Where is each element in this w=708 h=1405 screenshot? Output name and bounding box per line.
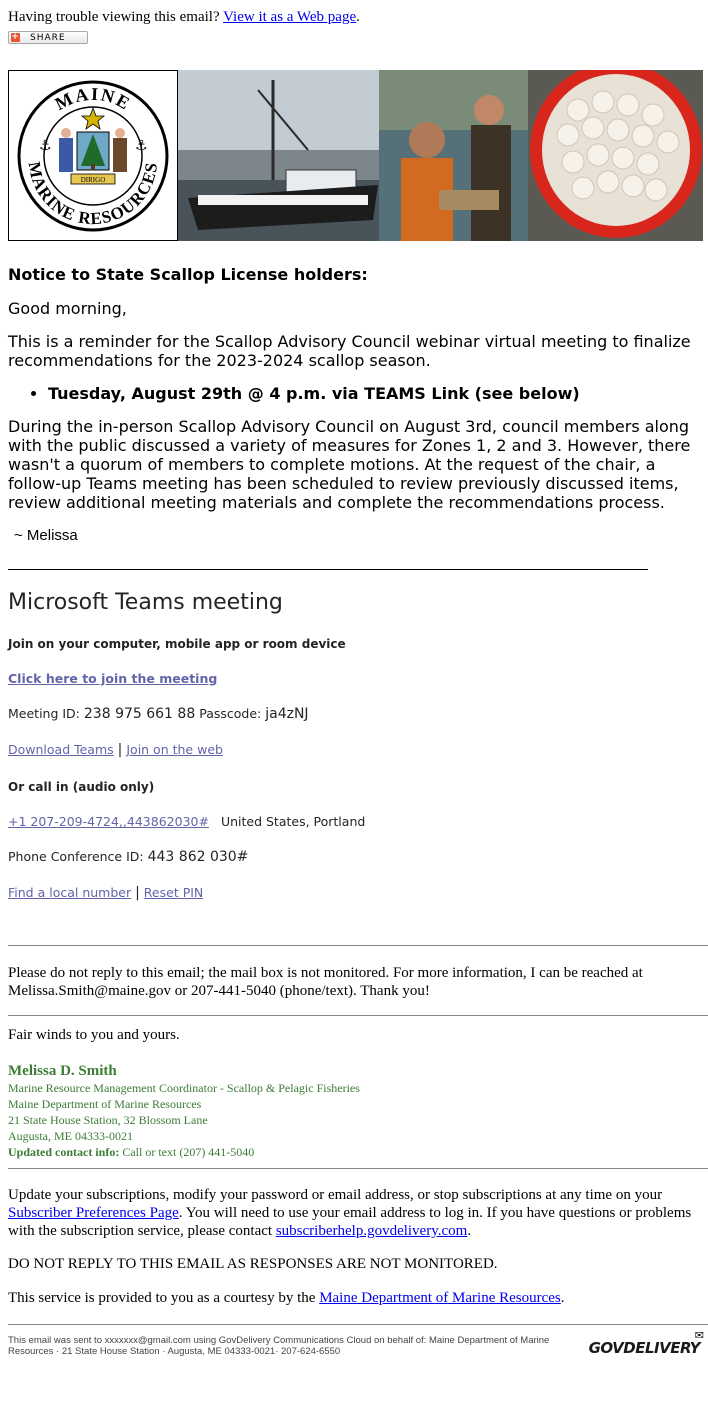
sender-dept: Maine Department of Marine Resources: [8, 1097, 202, 1111]
logo-bottom-text: MARINE RESOURCES: [24, 159, 161, 228]
fishermen-photo: [379, 70, 528, 241]
sender-title: Marine Resource Management Coordinator - Scallop & Pelagic Fisheries: [8, 1081, 360, 1095]
logo-motto: DIRIGO: [80, 175, 106, 184]
svg-text:⚓: ⚓: [38, 137, 52, 154]
join-heading: Join on your computer, mobile app or room device: [8, 637, 346, 651]
view-online-line: Having trouble viewing this email? View it as a Web page.: [8, 9, 360, 25]
envelope-icon: ✉: [694, 1329, 704, 1342]
divider: [8, 945, 708, 946]
local-number-line: Find a local number | Reset PIN: [8, 885, 204, 901]
subscription-note: Update your subscriptions, modify your password or email address, or stop subscriptions at any time on your Subscriber Preferences Page. You will need to use your email address to log in. If you have questions or problems with the subscription service, please contact subscriberhelp.govdelivery.com.: [8, 1187, 692, 1239]
divider: [8, 1015, 708, 1016]
call-heading: Or call in (audio only): [8, 780, 155, 794]
download-teams-link[interactable]: Download Teams: [8, 742, 114, 757]
subscriber-help-link[interactable]: subscriberhelp.govdelivery.com: [275, 1223, 468, 1239]
phone-location: United States, Portland: [220, 814, 366, 829]
header-banner: [8, 70, 703, 241]
conference-id-line: Phone Conference ID: 443 862 030#: [8, 849, 249, 865]
join-meeting-link[interactable]: Click here to join the meeting: [8, 671, 218, 686]
divider: [8, 1324, 708, 1325]
trouble-text: Having trouble viewing this email?: [8, 9, 220, 25]
govdelivery-footer: [8, 1329, 704, 1358]
svg-text:⚓: ⚓: [134, 137, 148, 154]
details-paragraph: During the in-person Scallop Advisory Council on August 3rd, council members along with the public discussed a variety of measures for Zones 1, 2 and 3. However, there wasn't a quorum of members to complete motions. At the request of the chair, a follow-up Teams meeting has been scheduled to review previously discussed items, review additional meeting materials and complete the recommendations process.: [8, 417, 691, 512]
passcode: ja4zNJ: [265, 706, 309, 722]
find-local-number-link[interactable]: Find a local number: [8, 885, 132, 900]
courtesy-line: This service is provided to you as a courtesy by the Maine Department of Marine Resources.: [8, 1290, 565, 1306]
govdelivery-logo[interactable]: GOVDELIVERY ✉: [588, 1329, 704, 1357]
do-not-reply: DO NOT REPLY TO THIS EMAIL AS RESPONSES ARE NOT MONITORED.: [8, 1256, 498, 1272]
logo-top-text: MAINE: [51, 83, 135, 114]
scallops-bucket-photo: [528, 70, 703, 241]
download-line: Download Teams | Join on the web: [8, 742, 223, 758]
signature-block: [8, 1063, 700, 1160]
lobster-boat-photo: [178, 70, 380, 241]
updated-contact: Updated contact info: Call or text (207) 441-5040: [8, 1145, 255, 1159]
signoff: ~ Melissa: [14, 527, 78, 544]
sender-name: Melissa D. Smith: [8, 1063, 117, 1079]
conference-id: 443 862 030#: [147, 849, 249, 865]
teams-title: Microsoft Teams meeting: [8, 590, 283, 615]
phone-line: [8, 814, 700, 829]
meeting-id: 238 975 661 88: [83, 706, 196, 722]
plus-icon: +: [11, 32, 20, 42]
meeting-id-line: Meeting ID: 238 975 661 88 Passcode: ja4zNJ: [8, 706, 309, 722]
dmr-logo: [8, 70, 178, 241]
noreply-note: Please do not reply to this email; the mail box is not monitored. For more information, I can be reached at Melissa.Smith@maine.gov or 207-441-5040 (phone/text). Thank you!: [8, 965, 643, 999]
section-divider: [8, 569, 648, 570]
join-web-link[interactable]: Join on the web: [126, 742, 223, 757]
reset-pin-link[interactable]: Reset PIN: [143, 885, 204, 900]
farewell: Fair winds to you and yours.: [8, 1027, 180, 1043]
subscriber-preferences-link[interactable]: Subscriber Preferences Page: [8, 1205, 179, 1221]
share-label: SHARE: [30, 32, 66, 43]
sender-address1: 21 State House Station, 32 Blossom Lane: [8, 1113, 208, 1127]
web-page-link[interactable]: View it as a Web page: [223, 9, 357, 25]
phone-link[interactable]: +1 207-209-4724,,443862030#: [8, 814, 209, 829]
sent-to-note: This email was sent to xxxxxxx@gmail.com using GovDelivery Communications Cloud on behalf of: Maine Department of Marine Resources · 21 State House Station · Augusta, ME 04333-0021· 207-624-6550: [8, 1335, 550, 1357]
divider: [8, 1168, 708, 1169]
meeting-date-list: [8, 384, 700, 403]
share-button[interactable]: [8, 31, 88, 44]
greeting: Good morning,: [8, 299, 127, 318]
meeting-date-item: • Tuesday, August 29th @ 4 p.m. via TEAMS Link (see below): [48, 384, 700, 403]
reminder-paragraph: This is a reminder for the Scallop Advisory Council webinar virtual meeting to finalize recommendations for the 2023-2024 scallop season.: [8, 332, 691, 370]
notice-heading: Notice to State Scallop License holders:: [8, 265, 368, 284]
sender-address2: Augusta, ME 04333-0021: [8, 1129, 133, 1143]
dmr-link[interactable]: Maine Department of Marine Resources: [319, 1290, 561, 1306]
